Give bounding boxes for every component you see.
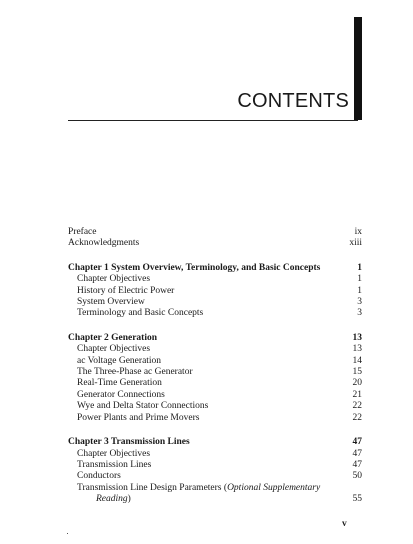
chapter-page: 13 — [352, 332, 362, 343]
chapter-page: 1 — [357, 262, 362, 273]
toc-entry-preface[interactable] — [68, 227, 362, 238]
toc-entry-page: 3 — [357, 308, 362, 319]
scan-speck — [67, 533, 68, 534]
toc-chapter-1[interactable] — [68, 263, 362, 274]
chapter-page: 47 — [352, 437, 362, 448]
toc-entry[interactable] — [68, 308, 362, 319]
toc-entry-page: 21 — [352, 389, 362, 400]
toc-entry[interactable] — [68, 286, 362, 297]
page-folio: v — [342, 519, 347, 529]
toc-entry-title: Transmission Lines — [77, 459, 152, 470]
toc-entry-page: 22 — [352, 401, 362, 412]
toc-entry-page: 14 — [352, 355, 362, 366]
toc-entry-acknowledgments[interactable] — [68, 238, 362, 249]
toc-entry-page: 1 — [357, 285, 362, 296]
toc-entry-design-parameters-continued[interactable] — [68, 494, 362, 505]
toc-entry-title: Acknowledgments — [68, 238, 140, 249]
toc-entry-design-parameters[interactable] — [68, 483, 362, 494]
toc-entry[interactable] — [68, 344, 362, 355]
toc-entry-page: ix — [354, 227, 362, 237]
chapter-1-section — [68, 263, 362, 320]
toc-entry-page: xiii — [349, 238, 362, 249]
title-italic: Optional Supplementary — [227, 482, 321, 493]
toc-entry-title: Preface — [68, 227, 97, 237]
toc-entry[interactable] — [68, 378, 362, 389]
chapter-title: Chapter 2 Generation — [68, 332, 158, 343]
toc-entry-page: 47 — [352, 459, 362, 470]
toc-entry[interactable] — [68, 390, 362, 401]
table-of-contents — [68, 227, 362, 519]
front-matter — [68, 227, 362, 250]
title-close: ) — [127, 494, 131, 505]
chapter-side-bar — [354, 17, 362, 120]
toc-entry-page: 20 — [352, 378, 362, 389]
toc-entry-title: History of Electric Power — [77, 285, 175, 296]
toc-entry-page: 1 — [357, 274, 362, 285]
title-italic: Reading — [96, 494, 128, 505]
toc-entry-title: System Overview — [77, 297, 145, 308]
chapter-2-section — [68, 333, 362, 424]
toc-entry-title: Generator Connections — [77, 389, 165, 400]
toc-entry-page: 15 — [352, 367, 362, 378]
toc-entry-page: 3 — [357, 297, 362, 308]
chapter-3-section — [68, 437, 362, 505]
toc-entry-title: Chapter Objectives — [77, 448, 151, 459]
toc-entry[interactable] — [68, 471, 362, 482]
toc-entry-page: 47 — [352, 448, 362, 459]
toc-chapter-2[interactable] — [68, 333, 362, 344]
toc-entry[interactable] — [68, 367, 362, 378]
toc-entry-title: Terminology and Basic Concepts — [77, 308, 204, 319]
toc-entry-title: Chapter Objectives — [77, 274, 151, 285]
toc-entry-title: ac Voltage Generation — [77, 355, 162, 366]
toc-entry-page: 50 — [352, 471, 362, 482]
toc-entry-title: Conductors — [77, 471, 121, 482]
page-heading: CONTENTS — [237, 90, 349, 112]
toc-entry-title-continued — [96, 494, 131, 505]
toc-entry-title: Chapter Objectives — [77, 344, 151, 355]
toc-entry[interactable] — [68, 356, 362, 367]
toc-entry[interactable] — [68, 297, 362, 308]
toc-entry-title: Power Plants and Prime Movers — [77, 412, 200, 423]
toc-entry[interactable] — [68, 449, 362, 460]
toc-entry[interactable] — [68, 460, 362, 471]
toc-entry-page: 13 — [352, 344, 362, 355]
toc-entry-title: Real-Time Generation — [77, 378, 162, 389]
toc-entry-title — [77, 483, 320, 494]
toc-entry[interactable] — [68, 401, 362, 412]
toc-entry-page: 22 — [352, 412, 362, 423]
chapter-title: Chapter 3 Transmission Lines — [68, 437, 190, 448]
toc-entry[interactable] — [68, 413, 362, 424]
toc-chapter-3[interactable] — [68, 437, 362, 448]
toc-entry-page: 55 — [352, 494, 362, 505]
chapter-title: Chapter 1 System Overview, Terminology, and Basic Concepts — [68, 262, 321, 273]
toc-entry-title: The Three-Phase ac Generator — [77, 367, 193, 378]
heading-rule — [68, 120, 358, 121]
toc-entry-title: Wye and Delta Stator Connections — [77, 401, 209, 412]
title-plain: Transmission Line Design Parameters ( — [77, 482, 228, 493]
toc-entry[interactable] — [68, 274, 362, 285]
